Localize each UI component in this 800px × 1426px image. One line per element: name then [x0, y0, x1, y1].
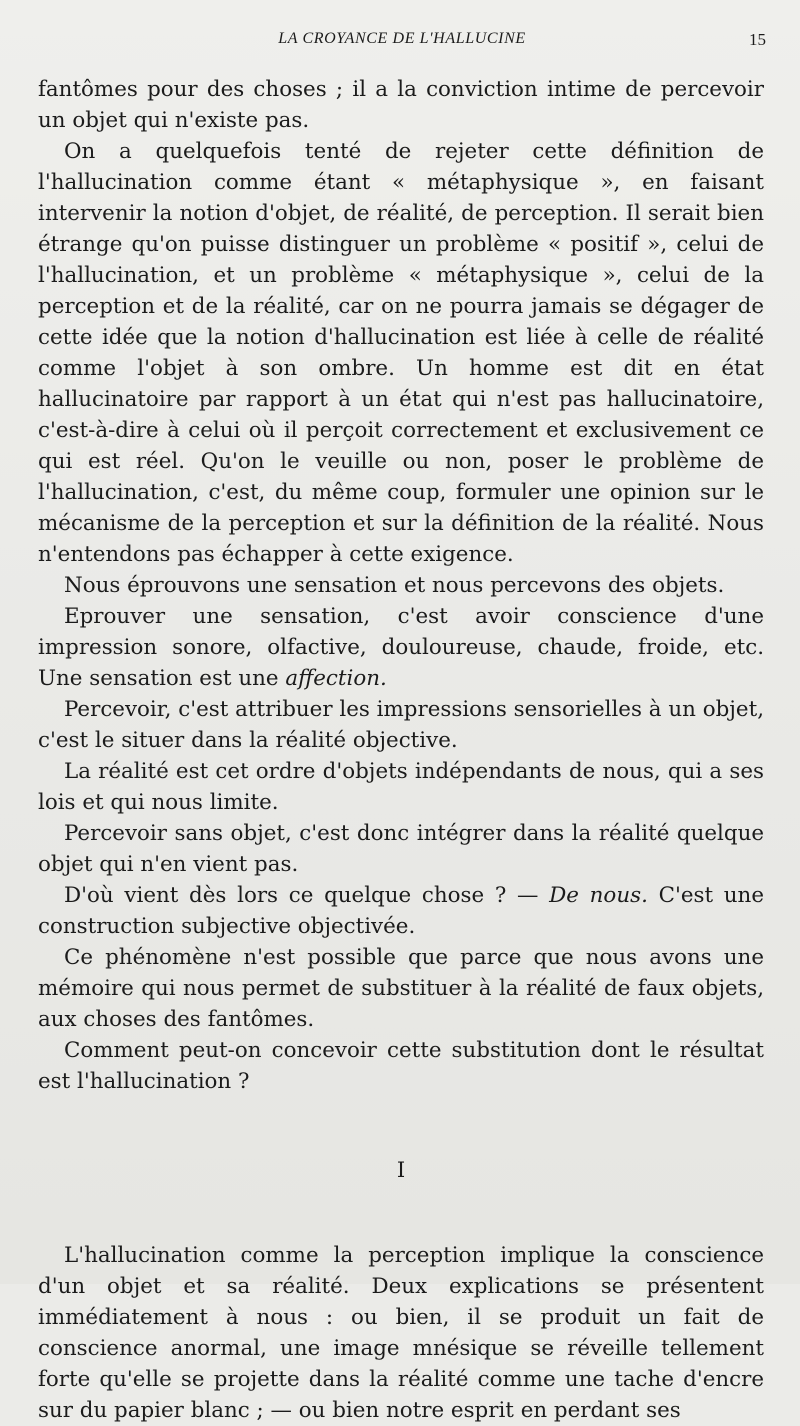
paragraph: On a quelquefois tenté de rejeter cette définition de l'hallucination comme étant « métaphysique », en faisant intervenir la notion d'objet, de réalité, de perception. Il serait bien étrange qu'on puisse distinguer un problème « positif », celui de l'hallucination, et un problème « métaphysique », celui de la perception et de la réalité, car on ne pourra jamais se dégager de cette idée que la notion d'hallucination est liée à celle de réalité comme l'objet à son ombre. Un homme est dit en état hallucinatoire par rapport à un état qui n'est pas hallucinatoire, c'est-à-dire à celui où il perçoit correctement et exclusivement ce qui est réel. Qu'on le veuille ou non, poser le problème de l'hallucination, c'est, du même coup, formuler une opinion sur le mécanisme de la perception et sur la définition de la réalité. Nous n'entendons pas échapper à cette exigence. [38, 139, 764, 567]
page-header [38, 30, 766, 56]
paragraph-text: C'est une construction subjective objectivée. [38, 883, 764, 939]
paragraph: L'hallucination comme la perception implique la conscience d'un objet et sa réalité. Deux explications se présentent immédiatement à nous : ou bien, il se produit un fait de conscience anormal, une image mnésique se réveille tellement forte qu'elle se projette dans la réalité comme une tache d'encre sur du papier blanc ; — ou bien notre esprit en perdant ses [38, 1243, 764, 1423]
paragraph-text: Eprouver une sensation, c'est avoir conscience d'une impression sonore, olfactive, douloureuse, chaude, froide, etc. Une sensation est une [38, 604, 764, 691]
paragraph: La réalité est cet ordre d'objets indépendants de nous, qui a ses lois et qui nous limite. [38, 759, 764, 815]
paragraph [38, 880, 764, 942]
emphasis-text: affection. [285, 666, 387, 691]
page-number: 15 [749, 30, 766, 49]
body-text [38, 74, 764, 1426]
paragraph: Nous éprouvons une sensation et nous percevons des objets. [64, 573, 725, 598]
paragraph: Percevoir, c'est attribuer les impressions sensorielles à un objet, c'est le situer dans la réalité objective. [38, 697, 764, 753]
section-heading: I [396, 1158, 406, 1182]
paragraph [38, 601, 764, 694]
paragraph: Percevoir sans objet, c'est donc intégrer dans la réalité quelque objet qui n'en vient pas. [38, 821, 764, 877]
paragraph-text: D'où vient dès lors ce quelque chose ? — [64, 883, 550, 908]
paragraph: Comment peut-on concevoir cette substitution dont le résultat est l'hallucination ? [38, 1038, 764, 1094]
paragraph: Ce phénomène n'est possible que parce que nous avons une mémoire qui nous permet de substituer à la réalité de faux objets, aux choses des fantômes. [38, 945, 764, 1032]
running-head: LA CROYANCE DE L'HALLUCINE [278, 30, 526, 47]
paragraph-continued: fantômes pour des choses ; il a la conviction intime de percevoir un objet qui n'existe pas. [38, 77, 764, 133]
emphasis-text: De nous. [549, 883, 648, 908]
